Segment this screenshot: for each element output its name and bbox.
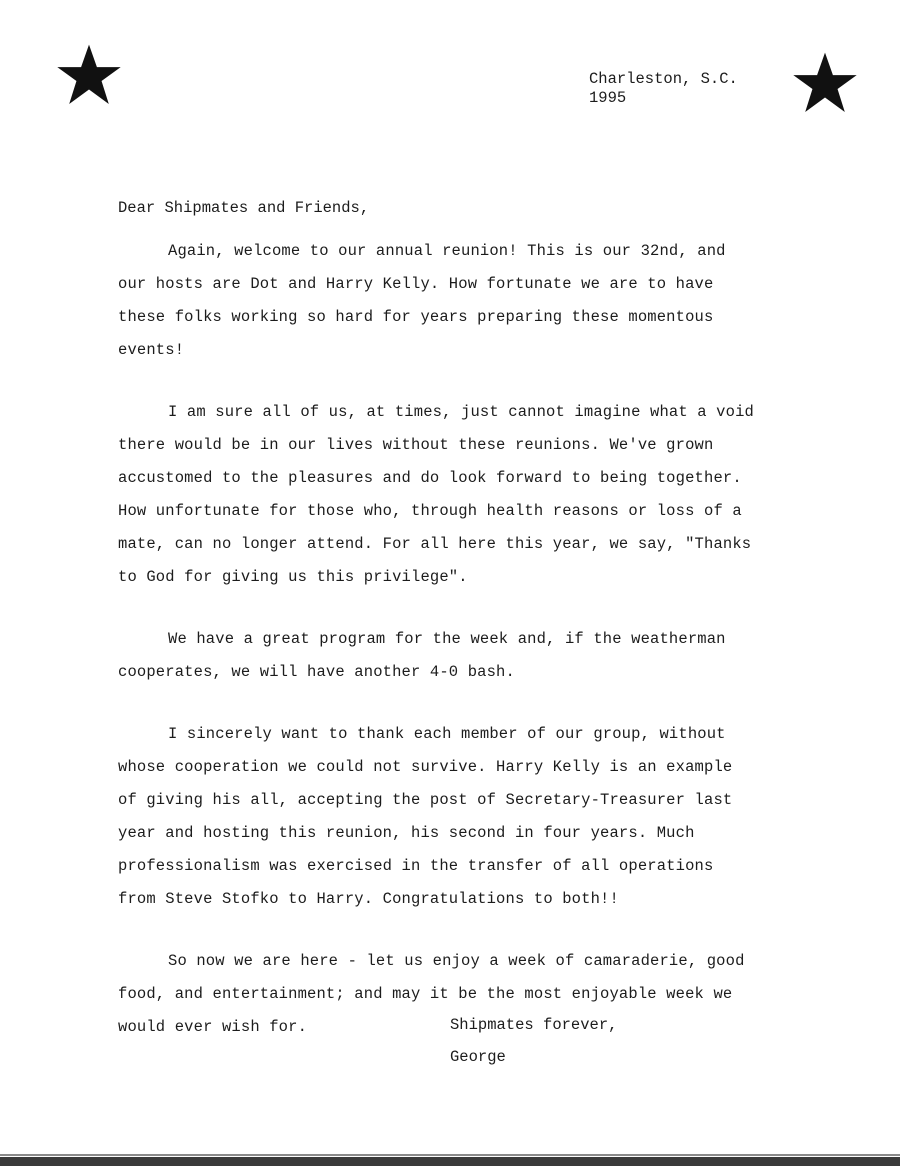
text-line: would ever wish for. [118, 1018, 308, 1036]
text-line: events! [118, 341, 185, 359]
paragraph [118, 396, 848, 594]
text-line: Again, welcome to our annual reunion! This is our 32nd, and [168, 242, 726, 260]
letter-heading [589, 70, 738, 108]
paragraph [118, 235, 848, 367]
text-line: year and hosting this reunion, his second in four years. Much [118, 824, 695, 842]
year-line: 1995 [589, 89, 627, 107]
salutation: Dear Shipmates and Friends, [118, 199, 370, 217]
page-bottom-edge [0, 1157, 900, 1166]
text-line: from Steve Stofko to Harry. Congratulations to both!! [118, 890, 619, 908]
text-line: So now we are here - let us enjoy a week of camaraderie, good [168, 952, 745, 970]
text-line: I sincerely want to thank each member of our group, without [168, 725, 726, 743]
text-line: whose cooperation we could not survive. Harry Kelly is an example [118, 758, 733, 776]
paragraph [118, 718, 848, 916]
text-line: there would be in our lives without these reunions. We've grown [118, 436, 714, 454]
paragraph [118, 623, 848, 689]
text-line: How unfortunate for those who, through health reasons or loss of a [118, 502, 742, 520]
letter-closing [450, 1009, 617, 1073]
text-line: to God for giving us this privilege". [118, 568, 468, 586]
signature: George [450, 1048, 506, 1066]
text-line: food, and entertainment; and may it be the most enjoyable week we [118, 985, 733, 1003]
text-line: cooperates, we will have another 4-0 bash. [118, 663, 515, 681]
text-line: mate, can no longer attend. For all here this year, we say, "Thanks [118, 535, 752, 553]
text-line: our hosts are Dot and Harry Kelly. How fortunate we are to have [118, 275, 714, 293]
text-line: professionalism was exercised in the transfer of all operations [118, 857, 714, 875]
closing-line: Shipmates forever, [450, 1016, 618, 1034]
letter-body [118, 197, 848, 1073]
text-line: accustomed to the pleasures and do look forward to being together. [118, 469, 742, 487]
text-line: these folks working so hard for years preparing these momentous [118, 308, 714, 326]
place-line: Charleston, S.C. [589, 70, 738, 88]
star-icon [56, 42, 122, 108]
text-line: I am sure all of us, at times, just cannot imagine what a void [168, 403, 754, 421]
text-line: of giving his all, accepting the post of Secretary-Treasurer last [118, 791, 733, 809]
star-icon [792, 50, 858, 116]
text-line: We have a great program for the week and, if the weatherman [168, 630, 726, 648]
